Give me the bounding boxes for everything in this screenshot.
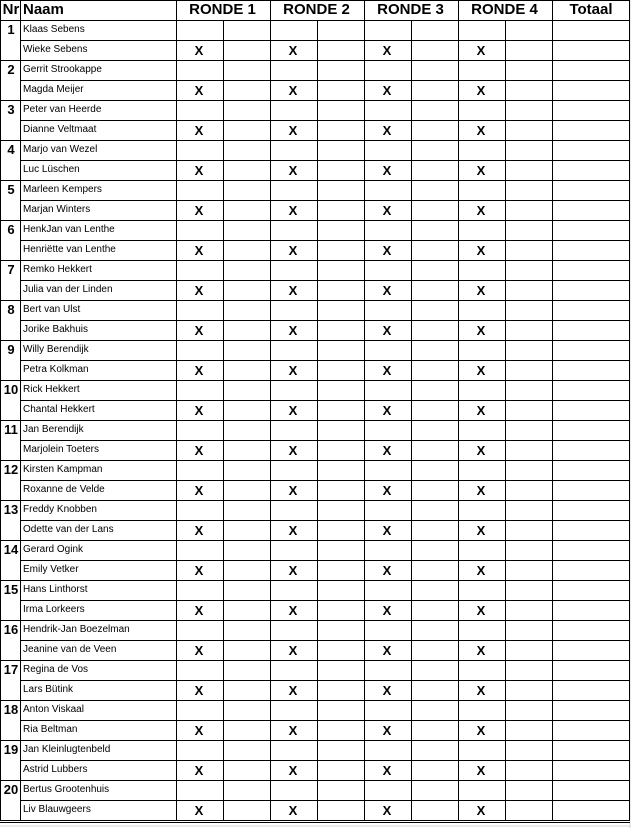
round-4-mark: X [476,723,486,738]
round-3-mark: X [382,803,392,818]
player-name: Bertus Grootenhuis [23,784,110,795]
round-3-mark: X [382,603,392,618]
header-totaal: Totaal [569,1,613,18]
round-4-mark: X [476,643,486,658]
round-2-mark: X [288,603,298,618]
round-4-mark: X [476,243,486,258]
pair-number: 1 [7,22,15,37]
round-4-mark: X [476,443,486,458]
header-nr: Nr [2,1,20,18]
pair-number: 12 [3,462,19,477]
round-3-mark: X [382,723,392,738]
round-2-mark: X [288,643,298,658]
round-1-mark: X [194,643,204,658]
player-name: Petra Kolkman [23,364,89,375]
round-2-mark: X [288,683,298,698]
player-name: Anton Viskaal [23,704,84,715]
header-ronde-3: RONDE 3 [377,1,444,18]
round-4-mark: X [476,563,486,578]
round-2-mark: X [288,43,298,58]
round-2-mark: X [288,283,298,298]
round-1-mark: X [194,43,204,58]
round-1-mark: X [194,683,204,698]
player-name: Luc Lüschen [23,164,80,175]
player-name: Emily Vetker [23,564,79,575]
round-1-mark: X [194,243,204,258]
round-4-mark: X [476,363,486,378]
round-4-mark: X [476,163,486,178]
round-2-mark: X [288,403,298,418]
round-4-mark: X [476,483,486,498]
round-4-mark: X [476,403,486,418]
round-4-mark: X [476,523,486,538]
pair-number: 4 [7,142,15,157]
pair-number: 8 [7,302,15,317]
round-2-mark: X [288,243,298,258]
header-ronde-1: RONDE 1 [189,1,256,18]
round-1-mark: X [194,403,204,418]
pair-number: 16 [3,622,19,637]
player-name: Remko Hekkert [23,264,92,275]
player-name: Peter van Heerde [23,104,102,115]
player-name: Wieke Sebens [23,44,88,55]
player-name: Gerrit Strookappe [23,64,102,75]
round-3-mark: X [382,163,392,178]
round-1-mark: X [194,163,204,178]
round-1-mark: X [194,443,204,458]
player-name: Rick Hekkert [23,384,80,395]
pair-number: 20 [3,782,19,797]
round-1-mark: X [194,803,204,818]
player-name: Roxanne de Velde [23,484,105,495]
round-2-mark: X [288,123,298,138]
round-4-mark: X [476,323,486,338]
player-name: Gerard Ogink [23,544,84,555]
player-name: Jeanine van de Veen [23,644,117,655]
round-2-mark: X [288,443,298,458]
player-name: HenkJan van Lenthe [23,224,115,235]
header-ronde-2: RONDE 2 [283,1,350,18]
round-3-mark: X [382,83,392,98]
round-4-mark: X [476,43,486,58]
round-3-mark: X [382,483,392,498]
round-1-mark: X [194,723,204,738]
pair-number: 6 [7,222,15,237]
round-2-mark: X [288,203,298,218]
round-3-mark: X [382,363,392,378]
round-3-mark: X [382,123,392,138]
pair-number: 7 [7,262,15,277]
player-name: Freddy Knobben [23,504,97,515]
round-3-mark: X [382,443,392,458]
round-2-mark: X [288,803,298,818]
round-3-mark: X [382,323,392,338]
round-4-mark: X [476,803,486,818]
round-2-mark: X [288,763,298,778]
round-3-mark: X [382,403,392,418]
player-name: Julia van der Linden [23,284,113,295]
pair-number: 9 [7,342,15,357]
round-1-mark: X [194,603,204,618]
pair-number: 5 [7,182,15,197]
player-name: Liv Blauwgeers [23,804,91,815]
pair-number: 2 [7,62,15,77]
player-name: Astrid Lubbers [23,764,88,775]
round-1-mark: X [194,563,204,578]
player-name: Kirsten Kampman [23,464,103,475]
player-name: Jan Kleinlugtenbeld [23,744,111,755]
round-4-mark: X [476,83,486,98]
player-name: Hans Linthorst [23,584,88,595]
player-name: Henriëtte van Lenthe [23,244,116,255]
player-name: Irma Lorkeers [23,604,85,615]
round-3-mark: X [382,683,392,698]
round-3-mark: X [382,563,392,578]
pair-number: 18 [3,702,19,717]
header-ronde-4: RONDE 4 [471,1,538,18]
player-name: Hendrik-Jan Boezelman [23,624,130,635]
player-name: Klaas Sebens [23,24,85,35]
round-2-mark: X [288,523,298,538]
round-3-mark: X [382,283,392,298]
round-1-mark: X [194,323,204,338]
round-2-mark: X [288,323,298,338]
round-1-mark: X [194,123,204,138]
round-4-mark: X [476,683,486,698]
round-3-mark: X [382,643,392,658]
round-4-mark: X [476,603,486,618]
round-1-mark: X [194,283,204,298]
round-2-mark: X [288,163,298,178]
round-2-mark: X [288,483,298,498]
round-2-mark: X [288,563,298,578]
round-4-mark: X [476,123,486,138]
round-1-mark: X [194,523,204,538]
round-3-mark: X [382,763,392,778]
player-name: Willy Berendijk [23,344,89,355]
header-naam: Naam [23,1,64,18]
player-name: Marjolein Toeters [23,444,99,455]
player-name: Magda Meijer [23,84,84,95]
pair-number: 14 [3,542,19,557]
player-name: Bert van Ulst [23,304,81,315]
pair-number: 15 [3,582,19,597]
pair-number: 17 [3,662,19,677]
player-name: Odette van der Lans [23,524,114,535]
round-3-mark: X [382,43,392,58]
player-name: Jorike Bakhuis [23,324,89,335]
player-name: Ria Beltman [23,724,78,735]
round-3-mark: X [382,243,392,258]
pair-number: 11 [4,422,18,437]
player-name: Dianne Veltmaat [23,124,97,135]
pair-number: 19 [3,742,19,757]
round-1-mark: X [194,763,204,778]
player-name: Chantal Hekkert [23,404,95,415]
player-name: Jan Berendijk [23,424,84,435]
player-name: Marjan Winters [23,204,91,215]
round-3-mark: X [382,523,392,538]
round-2-mark: X [288,83,298,98]
round-4-mark: X [476,283,486,298]
pair-number: 3 [7,102,15,117]
round-2-mark: X [288,723,298,738]
player-name: Lars Bütink [23,684,74,695]
round-1-mark: X [194,483,204,498]
round-1-mark: X [194,83,204,98]
round-1-mark: X [194,203,204,218]
round-4-mark: X [476,203,486,218]
player-name: Marleen Kempers [23,184,102,195]
player-name: Regina de Vos [23,664,89,675]
round-3-mark: X [382,203,392,218]
pair-number: 13 [3,502,19,517]
round-2-mark: X [288,363,298,378]
player-name: Marjo van Wezel [23,144,98,155]
round-1-mark: X [194,363,204,378]
round-4-mark: X [476,763,486,778]
pair-number: 10 [3,382,19,397]
